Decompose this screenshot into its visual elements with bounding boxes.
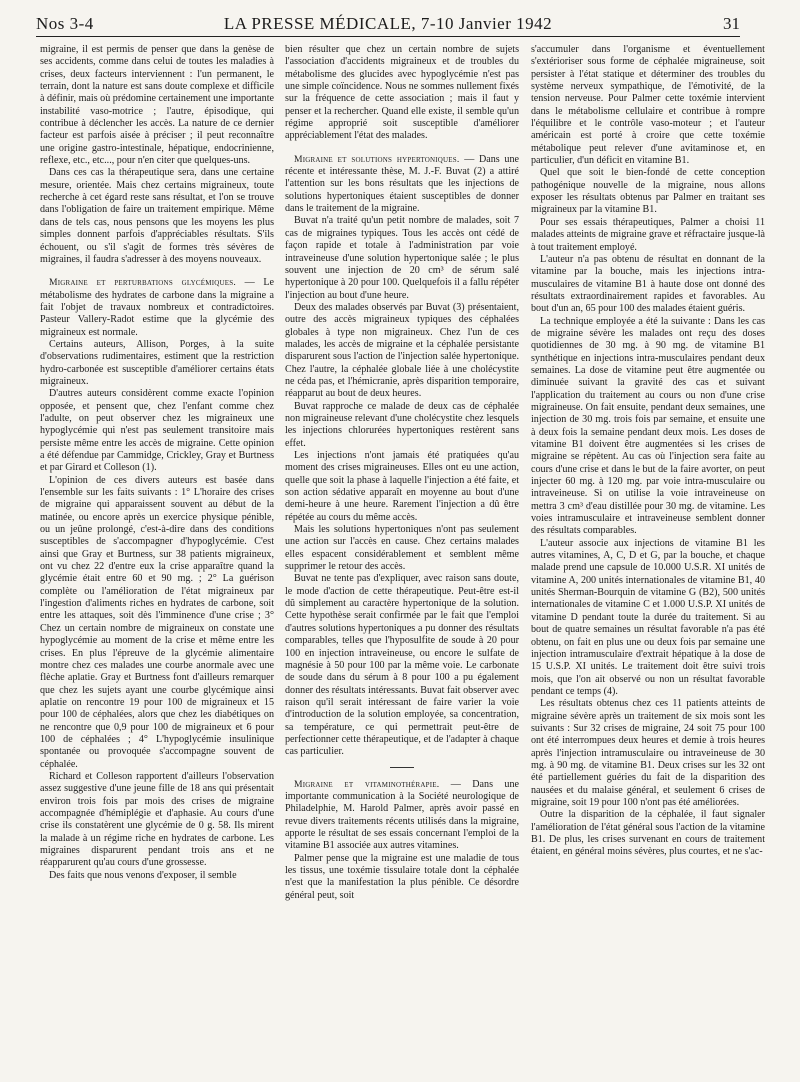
section-heading: Migraine et solutions hypertoniques. bbox=[294, 153, 460, 165]
paragraph bbox=[40, 475, 274, 771]
paragraph-text: Buvat rapproche ce malade de deux cas de céphalée non migraineuse relevant d'une cholécystite chez lesquels les injections chlorurées hypertoniques restèrent sans effet. bbox=[285, 400, 519, 449]
paragraph bbox=[285, 215, 519, 301]
paragraph-text: Mais les solutions hypertoniques n'ont pas seulement une action sur l'accès en cause. Chez certains malades elles espacent considérablement et semblent même supprimer le retour des accès. bbox=[285, 524, 519, 573]
paragraph-text: La technique employée a été la suivante : Dans les cas de migraine sévère les malades ont reçu des doses quotidiennes de 30 mg. à 90 mg. de vitamine B1 synthétique en injections intra-musculaires pendant deux semaines. La dose de vitamine peut être augmentée ou diminuée suivant la gravité des cas et suivant l'application du traitement au cours ou non d'une crise migraineuse. On fait ensuite, pendant deux semaines, une injection de 30 mg. trois fois par semaine, et ensuite une à deux fois la semaine pendant deux mois. Les doses de vitamine B1 doivent être augmentées si les crises de migraine se répètent. Au cas où l'injection sera faite au cours d'une crise et dans le but de la faire avorter, on peut injecter 60 mg. à 120 mg. par voie intra-musculaire ou intraveineuse. Si on utilise la voie intraveineuse on mettra 3 cm³ d'eau distillée pour 30 mg. de vitamine. Les voies intramusculaire et intraveineuse semblent donner des résultats comparables. bbox=[531, 315, 765, 537]
paragraph-text: Richard et Colleson rapportent d'ailleurs l'observation assez suggestive d'une jeune fille de 18 ans qui présentait environ trois fois par mois des crises de migraine accompagnée d'hémiplégie et d'aphasie. Au cours d'une crise ils constatèrent une glycémie de 0 g. 58. Ils mirent la malade à un régime riche en hydrates de carbone. Les migraines disparurent pendant trois ans et ne réapparurent qu'au cours d'une grossesse. bbox=[40, 770, 274, 869]
paragraph bbox=[40, 44, 274, 167]
paragraph-text: L'auteur associe aux injections de vitamine B1 les autres vitamines, A, C, D et G, par la bouche, et chaque malade prend une capsule de 10.000 U.S.R. XI unités de vitamine A, 200 unités internationales de vitamine B1, 40 unités Sherman-Bourquin de vitamine G (B2), 500 unités internationales de vitamine C et 1.000 U.S.P. XI unités de vitamine D pendant toute la durée du traitement. Si au bout de quatre semaines un résultat favorable n'a pas été obtenu, on fait en plus une ou deux fois par semaine une injection intramusculaire d'extrait hépatique à la dose de 15 U.S.P. XI unités. Le traitement doit être suivi trois mois, que l'on ait observé ou non un résultat favorable pendant ce temps (4). bbox=[531, 537, 765, 697]
paragraph-text: migraine, il est permis de penser que dans la genèse de ses accidents, comme dans celui de toutes les maladies à crises, deux facteurs interviennent : l'un permanent, le terrain, dont la nature est sans doute complexe et difficile à définir, mais où prédomine certainement une importante instabilité vaso-motrice ; l'autre, épisodique, qui contribue à déclencher les accès. La nature de ce dernier facteur est parfois aisée à préciser ; il peut reconnaître une origine gastro-intestinale, hépatique, endocrinienne, reflexe, etc., etc..., pour n'en citer que quelques-uns. bbox=[40, 44, 274, 167]
section-heading: Migraine et vitaminothérapie. bbox=[294, 778, 440, 790]
paragraph bbox=[285, 450, 519, 524]
paragraph bbox=[285, 853, 519, 902]
paragraph-text: L'auteur n'a pas obtenu de résultat en donnant de la vitamine par la bouche, mais les injections intra-musculaires de vitamine B1 à haute dose ont donné des résultats extraordinairement rapides et favorables. Au bout d'un an, 65 pour 100 des malades étaient guéris. bbox=[531, 253, 765, 315]
paragraph bbox=[531, 167, 765, 216]
paragraph-text: — Le métabolisme des hydrates de carbone dans la migraine a fait l'objet de travaux nombreux et contradictoires. Pasteur Vallery-Radot estime que la glycémie des migraineux est normale. bbox=[40, 277, 274, 338]
paragraph bbox=[285, 302, 519, 401]
page-header bbox=[36, 10, 740, 37]
paragraph-text: s'accumuler dans l'organisme et éventuellement s'extérioriser sous forme de céphalée migraineuse, soit persister à l'état statique et déterminer des troubles du système nerveux sympathique, de l'émotivité, de la tension nerveuse. Pour Palmer cette toxémie intervient dans le métabolisme cellulaire et contribue à rompre l'équilibre et le contrôle vaso-moteur ; et l'auteur américain est porté à croire que cette toxémie métabolique peut relever d'une avitaminose et, en particulier, d'un déficit en vitamine B1. bbox=[531, 44, 765, 167]
paragraph-text: Des faits que nous venons d'exposer, il semble bbox=[49, 869, 237, 881]
paragraph-text: Les résultats obtenus chez ces 11 patients atteints de migraine sévère après un traitement de six mois sont les suivants : Sur 32 crises de migraine, 24 soit 75 pour 100 ont été interrompues deux heures et demie à trois heures après l'injection intramusculaire ou intraveineuse de 30 mg. à 90 mg. de vitamine B1. Deux crises sur les 32 ont été partiellement guéries du fait de la disparition des nausées et du malaise général, et seulement 6 crises de migraine, soit 19 pour 100 n'ont pas été améliorées. bbox=[531, 698, 765, 808]
paragraph bbox=[40, 870, 274, 882]
paragraph-text: Dans ces cas la thérapeutique sera, dans une certaine mesure, orientée. Mais chez certains migraineux, toute recherche à cet égard reste sans résultat, et l'on se trouve dans l'obligation de faire un traitement empirique. Même dans de tels cas, nous pensons que les moyens les plus simples donnent parfois d'appréciables résultats. S'ils échouent, ou s'il s'agit de formes très sévères de migraines, il faudra s'adresser à des moyens nouveaux. bbox=[40, 167, 274, 265]
paragraph-text: Buvat ne tente pas d'expliquer, avec raison sans doute, le mode d'action de cette thérapeutique. Peut-être est-il dû simplement au caractère hypertonique de la solution. Cette hypothèse serait confirmée par le fait que l'emploi d'autres solutions hypertoniques a pu donner des résultats comparables, telles que l'hyposulfite de soude à 20 pour 100 en injection intraveineuse, ou encore le sulfate de magnésie à 50 pour 100 par la même voie. Le carbonate de soude dans du sérum à 8 pour 100 a pu également donner des résultats intéressants. Buvat fait observer avec raison qu'il serait intéressant de faire varier la voie d'introduction de la solution employée, sa concentration, sa température, ce qui permettrait peut-être de perfectionner cette thérapeutique, et de l'adapter à chaque cas particulier. bbox=[285, 573, 519, 758]
paragraph bbox=[285, 401, 519, 450]
section-heading: Migraine et perturbations glycémiques. bbox=[49, 277, 236, 289]
section-divider bbox=[390, 767, 414, 768]
paragraph bbox=[40, 388, 274, 474]
paragraph bbox=[285, 44, 519, 143]
text-column-2 bbox=[285, 44, 519, 1066]
paragraph bbox=[531, 217, 765, 254]
section-paragraph bbox=[285, 779, 519, 853]
paragraph bbox=[285, 524, 519, 573]
paragraph-text: Palmer pense que la migraine est une maladie de tous les tissus, une toxémie tissulaire totale dont la céphalée n'est que la manifestation la plus pénible. Ce désordre général peut, soit bbox=[285, 852, 519, 901]
paragraph bbox=[531, 809, 765, 858]
paragraph-text: bien résulter que chez un certain nombre de sujets l'association d'accidents migraineux et de troubles du métabolisme des glucides avec hypoglycémie n'est pas une simple coïncidence. Nous ne sommes nullement fixés sur la fréquence de cette association ; mais il faut y penser et la rechercher. Quand elle existe, il semble qu'un régime approprié soit susceptible d'améliorer appréciablement l'état des malades. bbox=[285, 44, 519, 142]
page-number: 31 bbox=[723, 14, 740, 33]
paragraph bbox=[531, 316, 765, 538]
paragraph bbox=[40, 167, 274, 266]
paragraph-text: Les injections n'ont jamais été pratiquées qu'au moment des crises migraineuses. Elles ont eu une action, quelle que soit la phase à laquelle l'injection a été faite, et son action sédative apparaît en moyenne au bout d'une demi-heure à une heure. Rarement l'injection a dû être répétée au cours du même accès. bbox=[285, 450, 519, 523]
section-paragraph bbox=[40, 277, 274, 339]
paragraph bbox=[285, 573, 519, 758]
paragraph bbox=[531, 698, 765, 809]
paragraph-text: — Dans une récente et intéressante thèse, M. J.-F. Buvat (2) a attiré l'attention sur les bons résultats que les injections de solutions hypertoniques étaient susceptibles de donner dans le traitement de la migraine. bbox=[285, 153, 519, 215]
text-column-3 bbox=[531, 44, 765, 1066]
text-column-1 bbox=[40, 44, 274, 1066]
paragraph bbox=[40, 771, 274, 870]
paragraph bbox=[531, 44, 765, 167]
paragraph-text: Certains auteurs, Allison, Porges, à la suite d'observations rudimentaires, estiment que la restriction hydro-carbonée est susceptible d'améliorer certains états migraineux. bbox=[40, 338, 274, 387]
paragraph-text: Quel que soit le bien-fondé de cette conception pathogénique nouvelle de la migraine, nous allons exposer les résultats obtenus par Palmer en traitant ses migraineux par la vitamine B1. bbox=[531, 167, 765, 216]
paragraph-text: L'opinion de ces divers auteurs est basée dans l'ensemble sur les faits suivants : 1° L'horaire des crises de migraine qui apparaissent souvent au début de la matinée, ou encore après un exercice physique pénible, ou un jeûne prolongé, c'est-à-dire dans des conditions susceptibles de s'accompagner d'hypoglycémie. C'est ainsi que Gray et Burtness, sur 38 patients migraineux, ont vu chez 22 d'entre eux la crise apparaître quand la glycémie était entre 60 et 90 mg. ; 2° La guérison complète ou l'amélioration de l'état migraineux par l'ingestion d'aliments riches en hydrates de carbone, soit entre les attaques, soit dès l'imminence d'une crise ; 3° Chez un certain nombre de migraineux on constate une hypoglycémie au moment de la crise et même entre les crises. En plus l'épreuve de la glycémie alimentaire montre chez ces malades une courbe anormale avec une flèche aplatie. Gray et Burtness font d'ailleurs remarquer que chez les sujets ayant une courbe glycémique ainsi aplatie on rencontre 19 pour 100 de migraineux et 15 pour 100 de céphalées, alors que chez les diabétiques on ne rencontre que 0,9 pour 100 de migraineux et 6 pour 100 de céphalées ; 4° L'hypoglycémie insulinique spontanée ou provoquée s'accompagne souvent de céphalée. bbox=[40, 474, 274, 770]
paragraph-text: Deux des malades observés par Buvat (3) présentaient, outre des accès migraineux typiques des céphalées globales à type non migraineux. Chez l'un de ces malades, les accès de migraine et la céphalée persistante disparurent sous l'action de l'injection salée hypertonique. Chez l'autre, la céphalée globale liée à une cholécystite ne céda pas, et l'hémicranie, après disparition temporaire, réapparut au bout de deux heures. bbox=[285, 301, 519, 400]
issue-number: Nos 3-4 bbox=[36, 14, 94, 33]
paragraph-text: — Dans une importante communication à la Société neurologique de Philadelphie, M. Harold Palmer, après avoir passé en revue divers traitements récents utilisés dans la migraine, apporte le résultat de ses essais concernant l'emploi de la vitamine B1 associée aux autres vitamines. bbox=[285, 778, 519, 852]
paragraph bbox=[531, 538, 765, 698]
paragraph-text: Pour ses essais thérapeutiques, Palmer a choisi 11 malades atteints de migraine grave et réfractaire jusque-là à tout traitement employé. bbox=[531, 216, 765, 253]
section-paragraph bbox=[285, 154, 519, 216]
paragraph-text: D'autres auteurs considèrent comme exacte l'opinion opposée, et pensent que, chez l'enfant comme chez l'adulte, on peut observer chez les migraineux une hypoglycémie qui n'est pas seulement transitoire mais persiste même entre les accès de migraine. Cette opinion a été défendue par Cammidge, Crickley, Gray et Burtness et par Girard et Colleson (1). bbox=[40, 388, 274, 474]
paragraph bbox=[531, 254, 765, 316]
journal-title: LA PRESSE MÉDICALE, 7-10 Janvier 1942 bbox=[223, 14, 553, 33]
paragraph-text: Buvat n'a traité qu'un petit nombre de malades, soit 7 cas de migraines typiques. Tous les accès ont cédé de façon rapide et totale à l'administration par voie intraveineuse d'une solution hypertonique salée ; le plus souvent une injection de 20 cm³ de sérum salé hypertonique à 20 pour 100. Quelquefois il a fallu répéter l'injection au bout d'une heure. bbox=[285, 215, 519, 301]
paragraph-text: Outre la disparition de la céphalée, il faut signaler l'amélioration de l'état général sous l'action de la vitamine B1. De plus, les crises survenant en cours de traitement étaient, en général moins sévères, plus courtes, et ne s'ac- bbox=[531, 809, 765, 858]
paragraph bbox=[40, 339, 274, 388]
